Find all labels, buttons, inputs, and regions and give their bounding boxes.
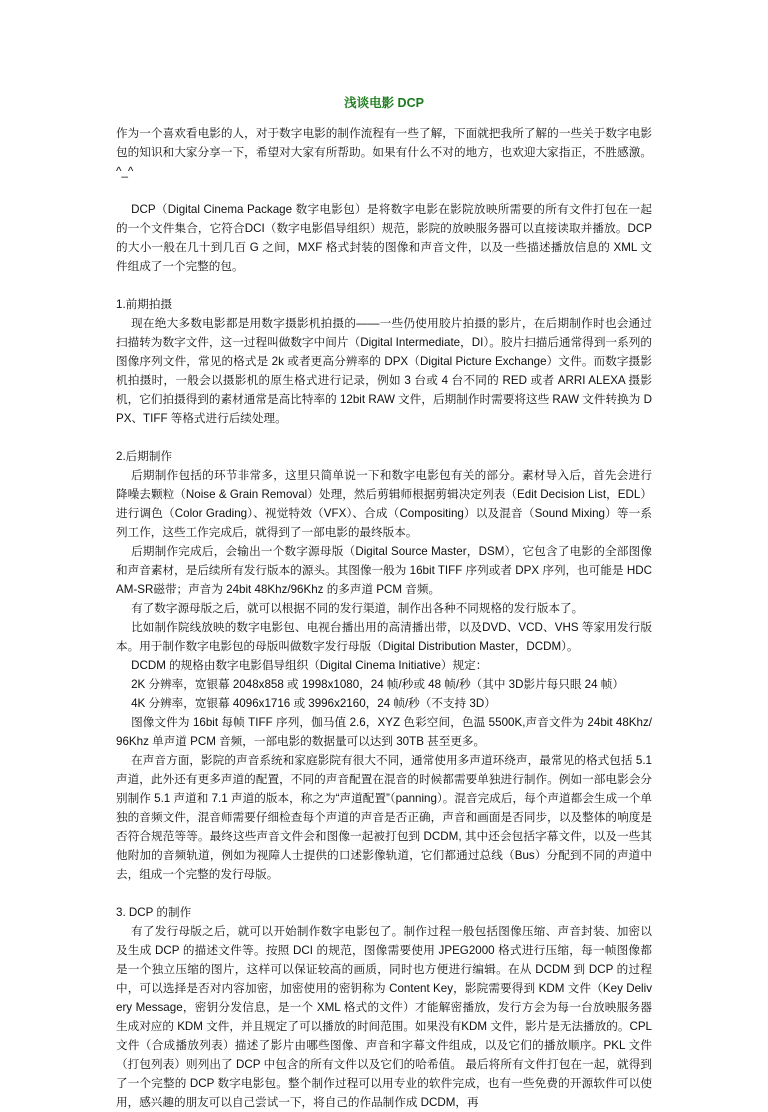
spacer	[116, 428, 652, 447]
section-1-heading: 1.前期拍摄	[116, 298, 173, 311]
section-2-heading: 2.后期制作	[116, 450, 173, 463]
document-title: 浅谈电影 DCP	[344, 96, 424, 110]
section-2-paragraph-1: 后期制作包括的环节非常多，这里只简单说一下和数字电影包有关的部分。素材导入后，首先会进行降噪去颗粒（Noise & Grain Removal）处理，然后剪辑师根据剪辑决定列表（Edit Decision List，EDL）进行调色（Color Grading）、视觉特效（VFX）、合成（Compositing）以及混音（Sound Mixing）等一系列工作，这些工作完成后，就得到了一部电影的最终版本。	[116, 469, 652, 539]
section-3-heading: 3. DCP 的制作	[116, 906, 192, 919]
section-2-paragraph-5: DCDM 的规格由数字电影倡导组织（Digital Cinema Initiative）规定：	[131, 659, 488, 672]
section-1-paragraph: 现在绝大多数电影都是用数字摄影机拍摄的——一些仍使用胶片拍摄的影片，在后期制作时也会通过扫描转为数字文件，这一过程叫做数字中间片（Digital Intermediate，DI）。胶片扫描后通常得到一系列的图像序列文件，常见的格式是 2k 或者更高分辨率的 DPX（Digital Picture Exchange）文件。而数字摄影机拍摄时，一般会以摄影机的原生格式进行记录，例如 3 台或 4 台不同的 RED 或者 ARRI ALEXA 摄影机，它们拍摄得到的素材通常是高比特率的 12bit RAW 文件，后期制作时需要将这些 RAW 文件转换为 DPX、TIFF 等格式进行后续处理。	[116, 317, 652, 425]
spacer	[116, 276, 652, 295]
spacer	[116, 181, 652, 200]
section-2-paragraph-7: 4K 分辨率，宽银幕 4096x1716 或 3996x2160，24 帧/秒（不支持 3D）	[131, 697, 496, 710]
section-2-paragraph-4: 比如制作院线放映的数字电影包、电视台播出用的高清播出带，以及DVD、VCD、VHS 等家用发行版本。用于制作数字电影包的母版叫做数字发行母版（Digital Distribution Master，DCDM）。	[116, 621, 652, 653]
spacer	[116, 884, 652, 903]
section-3-paragraph-1: 有了发行母版之后，就可以开始制作数字电影包了。制作过程一般包括图像压缩、声音封装、加密以及生成 DCP 的描述文件等。按照 DCI 的规范，图像需要使用 JPEG2000 格式进行压缩，每一帧图像都是一个独立压缩的图片，这样可以保证较高的画质，同时也方便进行编辑。在从 DCDM 到 DCP 的过程中，可以选择是否对内容加密，加密使用的密钥称为 Content Key，影院需要得到 KDM 文件（Key Delivery Message，密钥分发信息，是一个 XML 格式的文件）才能解密播放，发行方会为每一台放映服务器生成对应的 KDM 文件，并且规定了可以播放的时间范围。如果没有KDM 文件，影片是无法播放的。CPL 文件（合成播放列表）描述了影片由哪些图像、声音和字幕文件组成，以及它们的播放顺序。PKL 文件（打包列表）则列出了 DCP 中包含的所有文件以及它们的哈希值。 最后将所有文件打包在一起，就得到了一个完整的 DCP 数字电影包。整个制作过程可以用专业的软件完成，也有一些免费的开源软件可以使用，感兴趣的朋友可以自己尝试一下，将自己的作品制作成 DCDM，再	[116, 925, 652, 1109]
section-2-paragraph-6: 2K 分辨率，宽银幕 2048x858 或 1998x1080，24 帧/秒或 48 帧/秒（其中 3D影片每只眼 24 帧）	[131, 678, 624, 691]
section-2-paragraph-9: 在声音方面，影院的声音系统和家庭影院有很大不同，通常使用多声道环绕声，最常见的格式包括 5.1 声道，此外还有更多声道的配置，不同的声音配置在混音的时候都需要单独进行制作。例如一部电影会分别制作 5.1 声道和 7.1 声道的版本，称之为“声道配置”（panning）。混音完成后，每个声道都会生成一个单独的音频文件，混音师需要仔细检查每个声道的声音是否正确，声音和画面是否同步，以及整体的响度是否符合规范等等。最终这些声音文件会和图像一起被打包到 DCDM, 其中还会包括字幕文件，以及一些其他附加的音频轨道，例如为视障人士提供的口述影像轨道，它们都通过总线（Bus）分配到不同的声道中去，组成一个完整的发行母版。	[116, 754, 652, 881]
section-2-paragraph-8: 图像文件为 16bit 每帧 TIFF 序列，伽马值 2.6，XYZ 色彩空间，色温 5500K,声音文件为 24bit 48Khz/96Khz 单声道 PCM 音频，一部电影的数据量可以达到 30TB 甚至更多。	[116, 716, 652, 748]
section-2-paragraph-3: 有了数字源母版之后，就可以根据不同的发行渠道，制作出各种不同规格的发行版本了。	[131, 602, 584, 615]
intro-paragraph: 作为一个喜欢看电影的人，对于数字电影的制作流程有一些了解，下面就把我所了解的一些关于数字电影包的知识和大家分享一下，希望对大家有所帮助。如果有什么不对的地方，也欢迎大家指正，不胜感激。^_^	[116, 127, 652, 178]
document-page	[116, 94, 652, 1112]
dcp-definition-paragraph: DCP（Digital Cinema Package 数字电影包）是将数字电影在影院放映所需要的所有文件打包在一起的一个文件集合，它符合DCI（数字电影倡导组织）规范，影院的放映服务器可以直接读取并播放。DCP 的大小一般在几十到几百 G 之间，MXF 格式封装的图像和声音文件，以及一些描述播放信息的 XML 文件组成了一个完整的包。	[116, 203, 652, 273]
section-2-paragraph-2: 后期制作完成后，会输出一个数字源母版（Digital Source Master，DSM），它包含了电影的全部图像和声音素材，是后续所有发行版本的源头。其图像一般为 16bit TIFF 序列或者 DPX 序列，也可能是 HDCAM-SR磁带；声音为 24bit 48Khz/96Khz 的多声道 PCM 音频。	[116, 545, 652, 596]
